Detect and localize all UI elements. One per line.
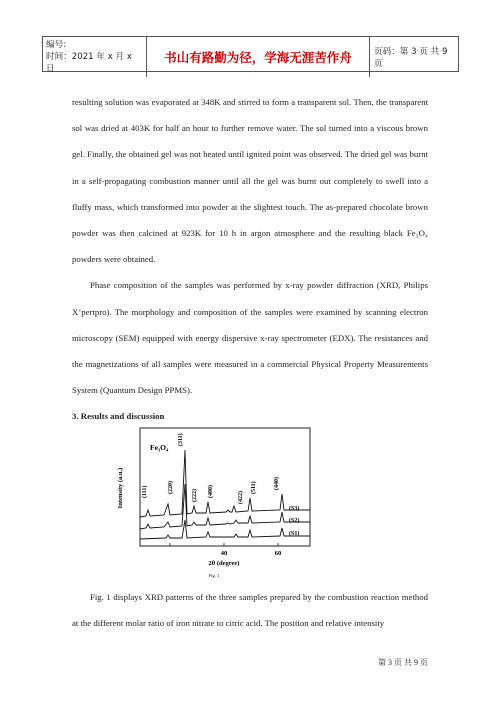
document-number-label: 编号: [46,40,67,50]
x-tick-60: 60 [274,550,282,557]
peak-label-422: (422) [238,491,244,504]
peak-label-311: (311) [178,433,184,446]
y-axis-label: Intensity (a.u.) [117,467,124,509]
header-meta [43,37,147,77]
peak-label-222: (222) [192,489,198,502]
header-motto: 书山有路勤为径，学海无涯苦作舟 [147,37,370,77]
paragraph-2: Phase composition of the samples was performed by x-ray powder diffraction (XRD, Philips X’pertpro). The morphology and composition of the samples were examined by scanning electron microscopy (SEM) equipped with energy dispersive x-ray spectrometer (EDX). The resistances and the magnetizations of all samples were measured in a commercial Physical Property Measurements System (Quantum Design PPMS). [72,280,428,396]
peak-label-511: (511) [251,481,257,494]
compound-label: Fe₃O₄ [150,443,169,452]
xrd-figure [116,424,312,580]
paragraph-1: resulting solution was evaporated at 348K and stirred to form a transparent sol. Then, the transparent sol was dried at 403K for half an hour to further remove water. The sol turned into a viscous brown gel. Finally, the obtained gel was not heated until ignited point was observed. The dried gel was burnt in a self-propagating combustion manner until all the gel was burnt out completely to swell into a fluffy mass, which transformed into powder at the slightest touch. The as-prepared chocolate brown powder was then calcined at 923K for 10 h in argon atmosphere and the resulting black Fe₃O₄ powders were obtained. [72,97,428,265]
header-table [42,36,459,72]
x-tick-40: 40 [220,550,228,557]
pattern-s3 [140,450,310,517]
figure-caption: Fig. 1 [208,573,220,578]
date-label: 时间：2021 年 x 月 x 日 [46,52,132,74]
header-page-number: 页码：第 3 页 共 9 页 [374,47,448,69]
peak-label-111: (111) [142,485,148,498]
section-heading: 3. Results and discussion [72,411,165,422]
sample-label-s1: (S1) [289,531,300,537]
xrd-plot [116,424,312,580]
peak-label-400: (400) [208,485,214,498]
pattern-s2 [140,484,310,529]
sample-label-s2: (S2) [289,518,300,524]
pattern-s1 [140,520,310,539]
peak-label-440: (440) [274,477,280,490]
body-text-continued [72,584,428,636]
body-text [72,89,428,430]
page-footer: 第 3 页 共 9 页 [378,658,428,667]
paragraph-3: Fig. 1 displays XRD patterns of the three samples prepared by the combustion reaction method at the different molar ratio of iron nitrate to citric acid. The position and relative intensity [72,592,428,629]
sample-label-s3: (S3) [289,506,300,512]
peak-label-220: (220) [168,481,174,494]
x-axis-label: 2θ (degree) [208,560,240,567]
